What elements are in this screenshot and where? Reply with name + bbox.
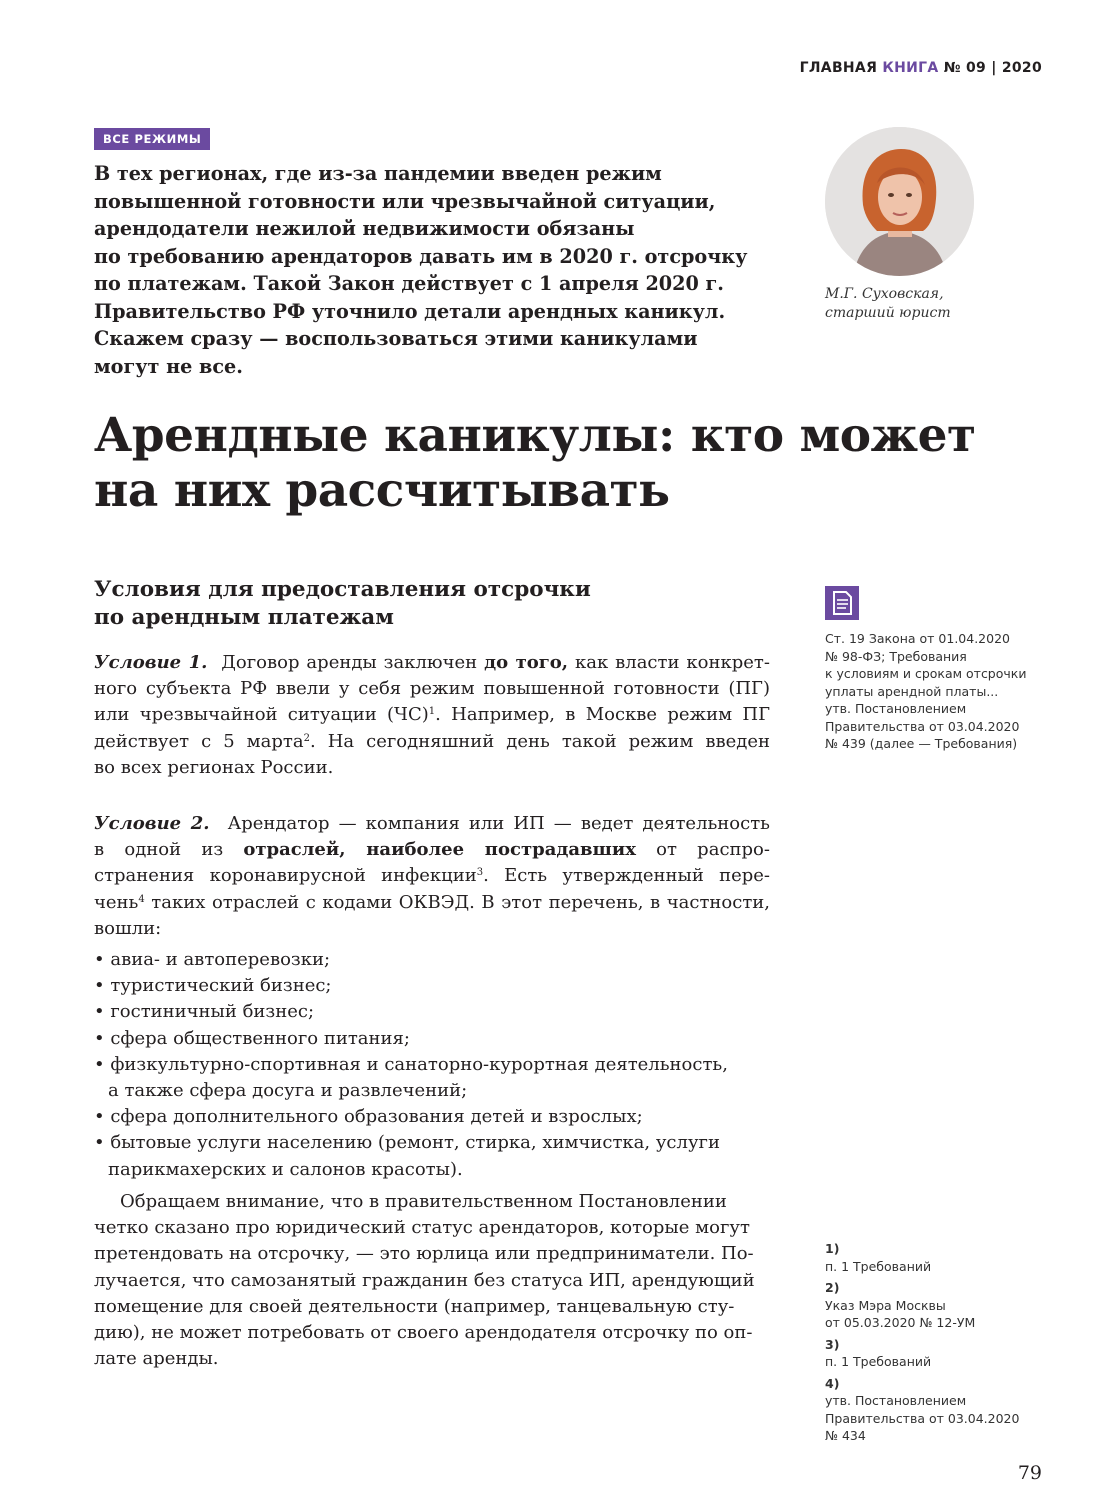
author-name: М.Г. Суховская, <box>825 286 944 302</box>
subtitle-line: по арендным платежам <box>94 605 394 630</box>
author-position: старший юрист <box>825 305 951 321</box>
list-item: • авиа- и автоперевозки; <box>94 949 331 970</box>
reference-line: уплаты арендной платы... <box>825 683 999 699</box>
text-run: . Например, в Москве режим ПГ <box>435 704 770 726</box>
footnote-number: 4) <box>825 1375 840 1391</box>
issue-number: № 09 | 2020 <box>943 60 1042 76</box>
magazine-brand-part2: КНИГА <box>882 60 939 76</box>
body-line: ного субъекта РФ ввели у себя режим повышенной готовности (ПГ) <box>94 678 770 700</box>
condition-1-paragraph <box>94 650 770 781</box>
closing-paragraph <box>94 1189 770 1372</box>
body-line: претендовать на отсрочку, — это юрлица или предприниматели. По- <box>94 1243 754 1265</box>
footnote-text: п. 1 Требований <box>825 1354 932 1369</box>
lead-line: Скажем сразу — воспользоваться этими каникулами <box>94 327 698 350</box>
reference-line: Ст. 19 Закона от 01.04.2020 <box>825 631 1010 646</box>
running-header <box>800 60 1042 76</box>
title-line: Арендные каникулы: кто может <box>94 408 976 463</box>
section-subtitle <box>94 576 591 632</box>
footnote-number: 2) <box>825 1280 840 1295</box>
body-line: лучается, что самозанятый гражданин без статуса ИП, арендующий <box>94 1269 755 1291</box>
footnote-number: 1) <box>825 1241 840 1256</box>
body-line <box>94 890 770 916</box>
body-line: Обращаем внимание, что в правительственном Постановлении <box>120 1191 727 1212</box>
lead-line: могут не все. <box>94 354 243 378</box>
lead-line: по платежам. Такой Закон действует с 1 апреля 2020 г. <box>94 272 724 295</box>
reference-line: к условиям и срокам отсрочки <box>825 666 1027 681</box>
text-run: в одной из <box>94 839 224 861</box>
footnote <box>825 1240 1019 1275</box>
author-photo <box>825 127 974 276</box>
footnote-number: 3) <box>825 1336 840 1352</box>
reference-line: утв. Постановлением <box>825 701 967 716</box>
footnote-text: Указ Мэра Москвы <box>825 1297 946 1313</box>
footnote-line <box>825 1336 1019 1371</box>
text-run: странения коронавирусной инфекции <box>94 865 477 887</box>
side-reference <box>825 630 1026 753</box>
reference-line: № 439 (далее — Требования) <box>825 736 1018 751</box>
text-run: или чрезвычайной ситуации (ЧС) <box>94 704 429 726</box>
document-icon <box>825 586 859 620</box>
section-badge: ВСЕ РЕЖИМЫ <box>94 128 210 150</box>
reference-line: № 98-ФЗ; Требования <box>825 648 967 664</box>
subtitle-line: Условия для предоставления отсрочки <box>94 577 591 602</box>
text-run: Арендатор — компания или ИП — ведет деятельность <box>227 813 770 834</box>
body-line <box>94 811 770 837</box>
industries-list <box>94 947 774 1183</box>
lead-paragraph <box>94 160 784 380</box>
list-item: • гостиничный бизнес; <box>94 1001 315 1023</box>
text-run: . На сегодняшний день такой режим введен <box>309 730 770 752</box>
footnote-line: № 434 <box>825 1428 866 1443</box>
footnote-ref: 4 <box>138 893 145 905</box>
footnote-line: Правительства от 03.04.2020 <box>825 1410 1020 1426</box>
footnote <box>825 1336 1019 1371</box>
author-portrait-illustration <box>825 127 974 276</box>
list-item-continuation: парикмахерских и салонов красоты). <box>108 1158 463 1180</box>
article-title <box>94 408 976 518</box>
magazine-brand-part1: ГЛАВНАЯ <box>799 60 878 76</box>
body-line <box>94 650 770 676</box>
body-line: дию), не может потребовать от своего арендодателя отсрочку по оп- <box>94 1321 753 1343</box>
footnote-line <box>825 1240 1019 1275</box>
emphasis-text: отраслей, наиболее пострадавших <box>243 839 636 861</box>
body-line: четко сказано про юридический статус арендаторов, которые могут <box>94 1217 750 1239</box>
body-line: лате аренды. <box>94 1348 219 1370</box>
emphasis-text: до того, <box>484 652 569 673</box>
footnote-text: утв. Постановлением <box>825 1393 967 1408</box>
text-run: . Есть утвержденный пере- <box>483 865 770 887</box>
body-line <box>94 863 770 889</box>
author-caption <box>825 285 951 323</box>
document-icon-glyph <box>825 586 859 620</box>
lead-line: Правительство РФ уточнило детали арендных каникул. <box>94 299 726 323</box>
body-line <box>94 702 770 728</box>
lead-line: повышенной готовности или чрезвычайной ситуации, <box>94 189 716 213</box>
list-item: • физкультурно-спортивная и санаторно-курортная деятельность, <box>94 1053 728 1075</box>
lead-line: арендодатели нежилой недвижимости обязаны <box>94 217 635 240</box>
footnote-ref: 2 <box>303 732 310 744</box>
body-line <box>94 729 770 755</box>
page-number: 79 <box>1017 1462 1042 1484</box>
text-run: Договор аренды заключен <box>221 652 478 673</box>
footnote <box>825 1375 1019 1445</box>
condition-2-label: Условие 2. <box>94 813 210 834</box>
footnote <box>825 1279 1019 1332</box>
text-run: действует с 5 марта <box>94 730 304 752</box>
footnote-line: от 05.03.2020 № 12-УМ <box>825 1315 976 1330</box>
condition-1-label: Условие 1. <box>94 652 208 673</box>
footnote-text: п. 1 Требований <box>825 1258 932 1274</box>
text-run: как власти конкрет- <box>574 652 770 673</box>
text-run: от распро- <box>656 839 770 861</box>
body-line: помещение для своей деятельности (например, танцевальную сту- <box>94 1295 735 1317</box>
list-item: • бытовые услуги населению (ремонт, стирка, химчистка, услуги <box>94 1132 720 1154</box>
body-line <box>94 837 770 863</box>
footnote-ref: 1 <box>428 706 436 718</box>
lead-line: В тех регионах, где из-за пандемии введен режим <box>94 162 662 185</box>
body-line: во всех регионах России. <box>94 756 334 778</box>
text-run: таких отраслей с кодами ОКВЭД. В этот перечень, в частности, <box>144 891 770 913</box>
footnote-ref: 3 <box>476 867 484 879</box>
footnote-line <box>825 1375 1019 1410</box>
lead-line: по требованию арендаторов давать им в 2020 г. отсрочку <box>94 244 748 268</box>
list-item-continuation: а также сфера досуга и развлечений; <box>108 1079 468 1101</box>
title-line: на них рассчитывать <box>94 463 670 518</box>
condition-2-paragraph <box>94 811 770 942</box>
footnote-line <box>825 1279 1019 1314</box>
text-run: чень <box>94 891 139 913</box>
list-item: • сфера общественного питания; <box>94 1027 410 1049</box>
reference-line: Правительства от 03.04.2020 <box>825 718 1020 734</box>
body-line: вошли: <box>94 917 162 939</box>
footnotes <box>825 1240 1019 1449</box>
list-item: • туристический бизнес; <box>94 975 332 997</box>
list-item: • сфера дополнительного образования детей и взрослых; <box>94 1106 643 1128</box>
